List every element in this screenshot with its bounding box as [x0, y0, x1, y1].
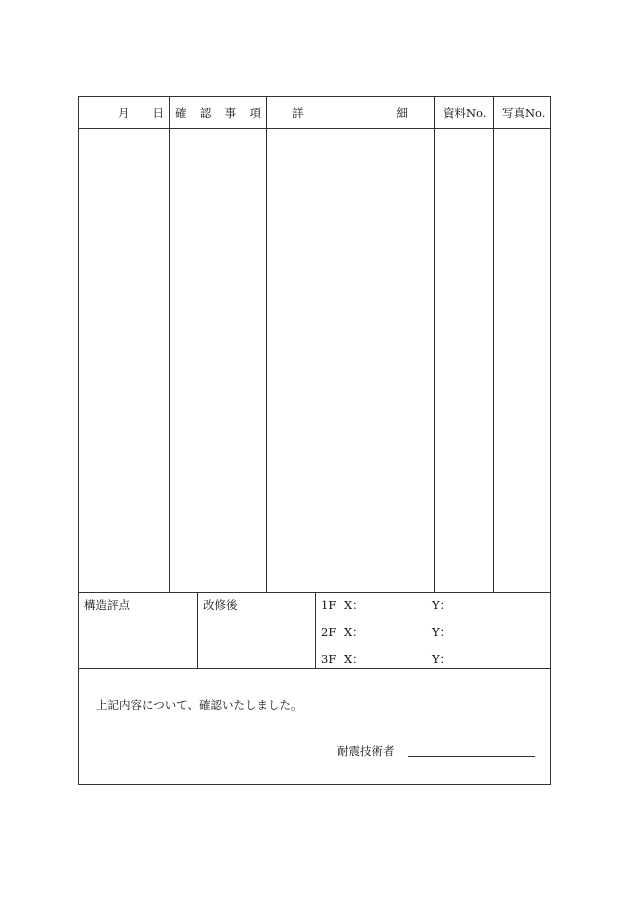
- photo-no-column-cell[interactable]: [494, 129, 550, 592]
- floor-3-x-label: X：: [344, 652, 364, 666]
- detail-column-cell[interactable]: [267, 129, 434, 592]
- score-bottom-divider: [78, 668, 551, 669]
- header-doc-no: 資料No.: [443, 106, 487, 120]
- header-detail-char: 詳: [292, 106, 304, 120]
- header-check-item: [175, 106, 261, 120]
- header-item-char: 事: [224, 106, 237, 120]
- floor-2-y-label: Y：: [432, 625, 452, 639]
- floor-3-label: 3F: [321, 652, 337, 666]
- floor-1-y-label: Y：: [432, 598, 452, 612]
- floor-1-label: 1F: [321, 598, 337, 612]
- header-date-month: 月: [118, 106, 130, 120]
- header-photo-no: 写真No.: [502, 106, 546, 120]
- check-item-column-cell[interactable]: [170, 129, 266, 592]
- date-column-cell[interactable]: [79, 129, 169, 592]
- score-divider-1: [197, 592, 198, 668]
- floor-2-label: 2F: [321, 625, 337, 639]
- signature-line[interactable]: [408, 756, 535, 757]
- floor-1-x-label: X：: [344, 598, 364, 612]
- structural-score-label: 構造評点: [84, 598, 130, 612]
- floor-3-y-label: Y：: [432, 652, 452, 666]
- engineer-label: 耐震技術者: [337, 744, 395, 758]
- header-detail-char: 細: [396, 106, 408, 120]
- confirmation-statement: 上記内容について、確認いたしました。: [96, 698, 303, 712]
- header-item-char: 認: [199, 106, 212, 120]
- header-date: [118, 106, 164, 120]
- header-item-char: 確: [175, 106, 187, 120]
- header-date-day: 日: [152, 106, 164, 120]
- score-divider-2: [315, 592, 316, 668]
- doc-no-column-cell[interactable]: [435, 129, 493, 592]
- after-retrofit-label: 改修後: [203, 598, 238, 612]
- header-detail: [292, 106, 408, 120]
- header-item-char: 項: [249, 106, 261, 120]
- floor-2-x-label: X：: [344, 625, 364, 639]
